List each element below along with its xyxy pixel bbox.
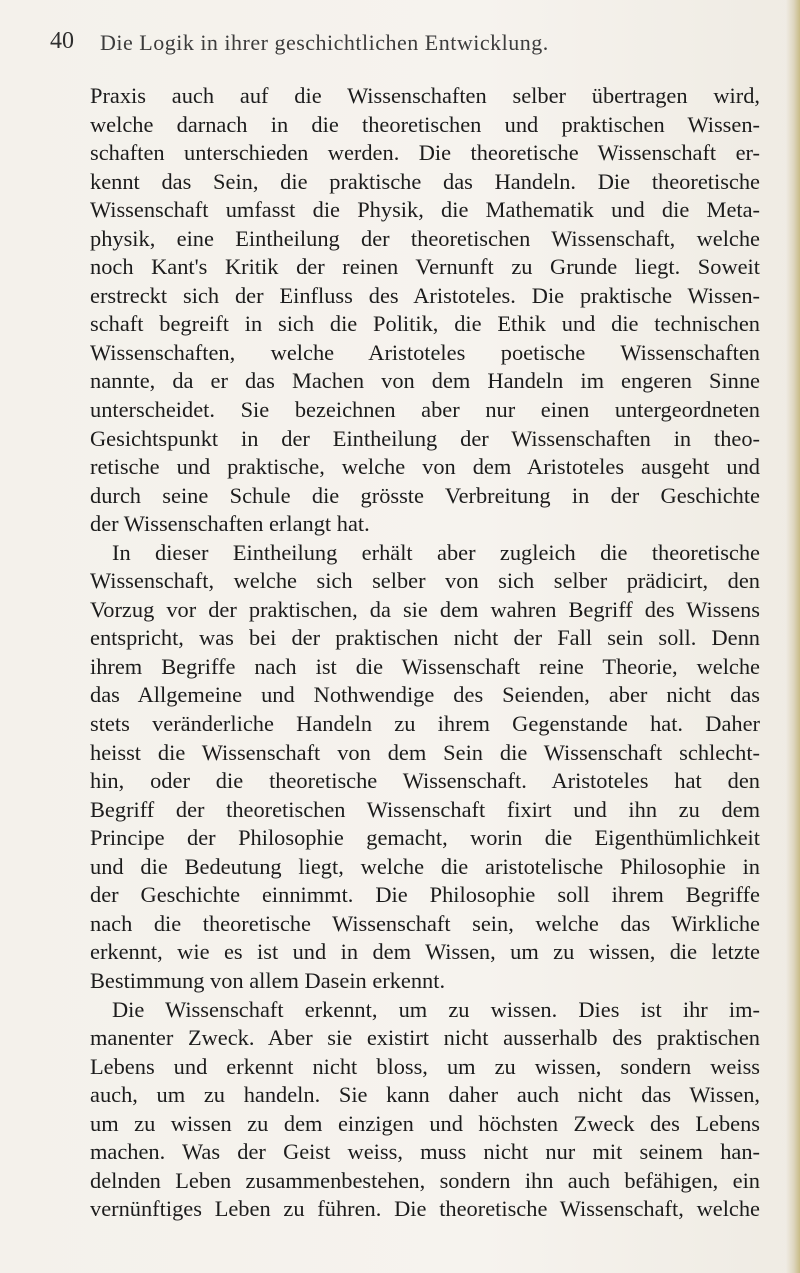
text-line: unterscheidet. Sie bezeichnen aber nur einen untergeordneten <box>90 397 760 423</box>
text-line: Lebens und erkennt nicht bloss, um zu wissen, sondern weiss <box>90 1053 760 1079</box>
text-line: delnden Leben zusammenbestehen, sondern ihn auch befähigen, ein <box>90 1167 760 1193</box>
text-line: heisst die Wissenschaft von dem Sein die Wissenschaft schlecht- <box>90 739 760 765</box>
page-number: 40 <box>50 28 74 54</box>
text-line: erkennt, wie es ist und in dem Wissen, um zu wissen, die letzte <box>90 939 760 965</box>
text-line: machen. Was der Geist weiss, muss nicht nur mit seinem han- <box>90 1139 760 1165</box>
text-line: vernünftiges Leben zu führen. Die theoretische Wissenschaft, welche <box>90 1196 760 1222</box>
text-line: entspricht, was bei der praktischen nicht der Fall sein soll. Denn <box>90 625 760 651</box>
text-line: der Geschichte einnimmt. Die Philosophie soll ihrem Begriffe <box>90 882 760 908</box>
text-line: schaft begreift in sich die Politik, die Ethik und die technischen <box>90 311 760 337</box>
text-line: der Wissenschaften erlangt hat. <box>90 511 370 537</box>
page-header <box>50 28 770 58</box>
text-line: Wissenschaften, welche Aristoteles poetische Wissenschaften <box>90 339 760 365</box>
page-edge-shading <box>786 0 800 1273</box>
text-line: physik, eine Eintheilung der theoretischen Wissenschaft, welche <box>90 225 760 251</box>
text-line: Wissenschaft, welche sich selber von sich selber prädicirt, den <box>90 568 760 594</box>
text-line: noch Kant's Kritik der reinen Vernunft zu Grunde liegt. Soweit <box>90 254 760 280</box>
text-line: welche darnach in die theoretischen und praktischen Wissen- <box>90 111 760 137</box>
text-line: retische und praktische, welche von dem Aristoteles ausgeht und <box>90 454 760 480</box>
text-line: kennt das Sein, die praktische das Handeln. Die theoretische <box>90 168 760 194</box>
text-line: durch seine Schule die grösste Verbreitung in der Geschichte <box>90 482 760 508</box>
text-line: um zu wissen zu dem einzigen und höchsten Zweck des Lebens <box>90 1110 760 1136</box>
text-line: Praxis auch auf die Wissenschaften selber übertragen wird, <box>90 83 760 108</box>
text-line: erstreckt sich der Einfluss des Aristoteles. Die praktische Wissen- <box>90 282 760 308</box>
text-line: schaften unterschieden werden. Die theoretische Wissenschaft er- <box>90 140 760 166</box>
text-line: das Allgemeine und Nothwendige des Seienden, aber nicht das <box>90 682 760 708</box>
text-line: nannte, da er das Machen von dem Handeln im engeren Sinne <box>90 368 760 394</box>
text-line: nach die theoretische Wissenschaft sein, welche das Wirkliche <box>90 910 760 936</box>
text-line: Die Wissenschaft erkennt, um zu wissen. Dies ist ihr im- <box>112 996 760 1022</box>
text-line: hin, oder die theoretische Wissenschaft. Aristoteles hat den <box>90 768 760 794</box>
text-line: In dieser Eintheilung erhält aber zugleich die theoretische <box>112 539 760 565</box>
text-line: Principe der Philosophie gemacht, worin die Eigenthümlichkeit <box>90 825 760 851</box>
body-text <box>90 82 760 1224</box>
running-head: Die Logik in ihrer geschichtlichen Entwicklung. <box>100 30 549 55</box>
text-line: und die Bedeutung liegt, welche die aristotelische Philosophie in <box>90 853 760 879</box>
text-line: Begriff der theoretischen Wissenschaft fixirt und ihn zu dem <box>90 796 760 822</box>
text-line: Bestimmung von allem Dasein erkennt. <box>90 967 446 993</box>
text-line: ihrem Begriffe nach ist die Wissenschaft reine Theorie, welche <box>90 653 760 679</box>
text-line: auch, um zu handeln. Sie kann daher auch nicht das Wissen, <box>90 1082 760 1108</box>
text-line: stets veränderliche Handeln zu ihrem Gegenstande hat. Daher <box>90 711 760 737</box>
text-line: Vorzug vor der praktischen, da sie dem wahren Begriff des Wissens <box>90 596 760 622</box>
text-line: manenter Zweck. Aber sie existirt nicht ausserhalb des praktischen <box>90 1025 760 1051</box>
text-line: Gesichtspunkt in der Eintheilung der Wissenschaften in theo- <box>90 425 760 451</box>
text-line: Wissenschaft umfasst die Physik, die Mathematik und die Meta- <box>90 197 760 223</box>
